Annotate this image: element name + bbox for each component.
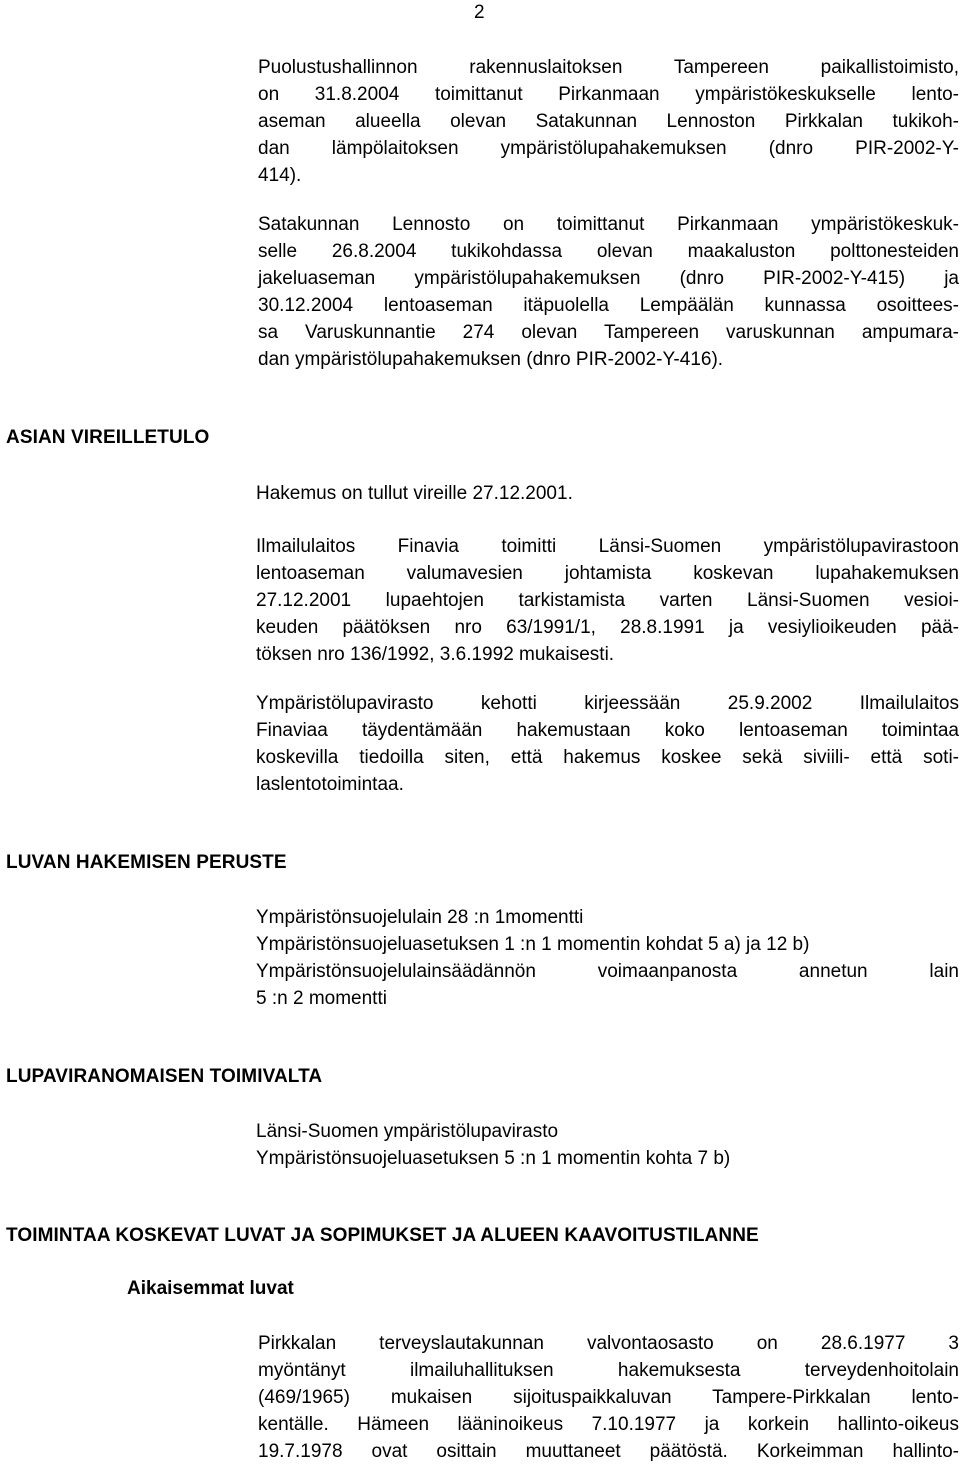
page-number: 2 bbox=[474, 2, 485, 23]
text-line: Ympäristölupavirasto kehotti kirjeessään 25.9.2002 Ilmailulaitos bbox=[256, 693, 959, 714]
text-line: Satakunnan Lennosto on toimittanut Pirkanmaan ympäristökeskuk- bbox=[258, 214, 959, 235]
intro-paragraph-2 bbox=[258, 211, 959, 373]
text-line: Ilmailulaitos Finavia toimitti Länsi-Suomen ympäristölupavirastoon bbox=[256, 536, 959, 557]
text-line: jakeluaseman ympäristölupahakemuksen (dnro PIR-2002-Y-415) ja bbox=[258, 268, 959, 289]
text-line: 27.12.2001 lupaehtojen tarkistamista varten Länsi-Suomen vesioi- bbox=[256, 590, 959, 611]
section-heading-toimintaa-koskevat-luvat: TOIMINTAA KOSKEVAT LUVAT JA SOPIMUKSET JA ALUEEN KAAVOITUSTILANNE bbox=[6, 1225, 759, 1246]
text-line: on 31.8.2004 toimittanut Pirkanmaan ympäristökeskukselle lento- bbox=[258, 84, 959, 105]
section-heading-asian-vireilletulo: ASIAN VIREILLETULO bbox=[6, 427, 210, 448]
section-heading-luvan-hakemisen-peruste: LUVAN HAKEMISEN PERUSTE bbox=[6, 852, 287, 873]
text-line: 5 :n 2 momentti bbox=[256, 988, 387, 1009]
text-line: laslentotoimintaa. bbox=[256, 774, 404, 795]
text-line: Ympäristönsuojelulainsäädännön voimaanpanosta annetun lain bbox=[256, 961, 959, 982]
subheading-aikaisemmat-luvat: Aikaisemmat luvat bbox=[127, 1278, 294, 1299]
intro-paragraph-1 bbox=[258, 54, 959, 189]
text-line: koskevilla tiedoilla siten, että hakemus koskee sekä siviili- että soti- bbox=[256, 747, 959, 768]
asian-paragraph-1 bbox=[256, 480, 959, 507]
text-line: 414). bbox=[258, 165, 302, 186]
text-line: keuden päätöksen nro 63/1991/1, 28.8.1991 ja vesiylioikeuden pää- bbox=[256, 617, 959, 638]
text-line: dan ympäristölupahakemuksen (dnro PIR-2002-Y-416). bbox=[258, 349, 724, 370]
section-heading-lupaviranomaisen-toimivalta: LUPAVIRANOMAISEN TOIMIVALTA bbox=[6, 1066, 323, 1087]
asian-paragraph-3 bbox=[256, 690, 959, 798]
text-line: Ympäristönsuojeluasetuksen 1 :n 1 momentin kohdat 5 a) ja 12 b) bbox=[256, 934, 810, 955]
text-line: 19.7.1978 ovat osittain muuttaneet päätöstä. Korkeimman hallinto- bbox=[258, 1441, 959, 1462]
peruste-list bbox=[256, 904, 959, 1012]
text-line: aseman alueella olevan Satakunnan Lennoston Pirkkalan tukikoh- bbox=[258, 111, 959, 132]
text-line: töksen nro 136/1992, 3.6.1992 mukaisesti. bbox=[256, 644, 615, 665]
luvat-paragraph bbox=[258, 1330, 959, 1465]
text-line: Finaviaa täydentämään hakemustaan koko lentoaseman toimintaa bbox=[256, 720, 959, 741]
text-line: Hakemus on tullut vireille 27.12.2001. bbox=[256, 483, 573, 504]
text-line: 30.12.2004 lentoaseman itäpuolella Lempäälän kunnassa osoittees- bbox=[258, 295, 959, 316]
text-line: selle 26.8.2004 tukikohdassa olevan maakaluston polttonesteiden bbox=[258, 241, 959, 262]
text-line: Puolustushallinnon rakennuslaitoksen Tampereen paikallistoimisto, bbox=[258, 57, 959, 78]
text-line: lentoaseman valumavesien johtamista koskevan lupahakemuksen bbox=[256, 563, 959, 584]
text-line: myöntänyt ilmailuhallituksen hakemuksesta terveydenhoitolain bbox=[258, 1360, 959, 1381]
text-line: (469/1965) mukaisen sijoituspaikkaluvan Tampere-Pirkkalan lento- bbox=[258, 1387, 959, 1408]
text-line: Pirkkalan terveyslautakunnan valvontaosasto on 28.6.1977 3 bbox=[258, 1333, 959, 1354]
text-line: Länsi-Suomen ympäristölupavirasto bbox=[256, 1121, 559, 1142]
asian-paragraph-2 bbox=[256, 533, 959, 668]
text-line: sa Varuskunnantie 274 olevan Tampereen varuskunnan ampumara- bbox=[258, 322, 959, 343]
text-line: Ympäristönsuojelulain 28 :n 1momentti bbox=[256, 907, 584, 928]
text-line: Ympäristönsuojeluasetuksen 5 :n 1 momentin kohta 7 b) bbox=[256, 1148, 731, 1169]
text-line: dan lämpölaitoksen ympäristölupahakemuksen (dnro PIR-2002-Y- bbox=[258, 138, 959, 159]
toimivalta-list bbox=[256, 1118, 959, 1172]
text-line: kentälle. Hämeen lääninoikeus 7.10.1977 ja korkein hallinto-oikeus bbox=[258, 1414, 959, 1435]
